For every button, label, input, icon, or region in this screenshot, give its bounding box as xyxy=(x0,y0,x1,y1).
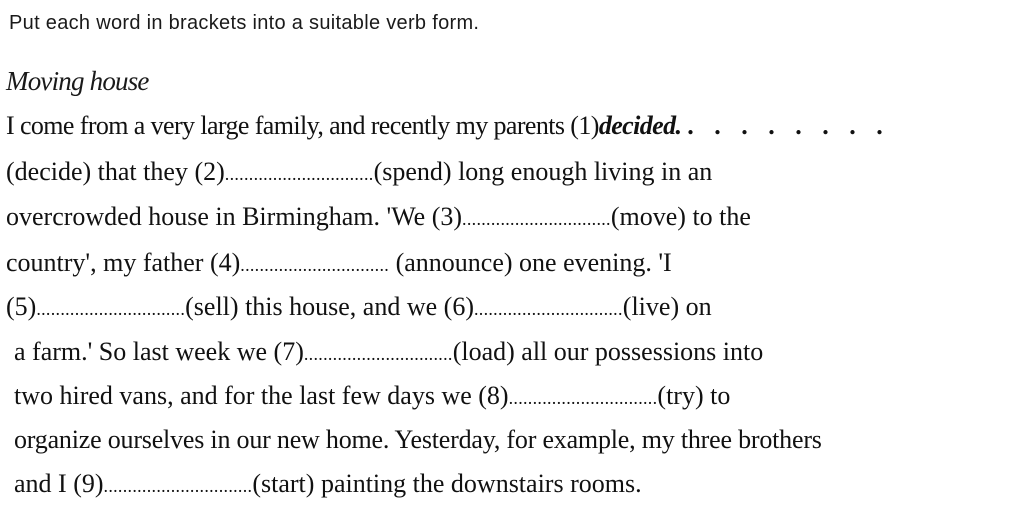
gap-number: (7) xyxy=(273,337,304,366)
answer-blank[interactable]: ............................... xyxy=(103,476,253,496)
paragraph-line-7 xyxy=(14,381,730,411)
answer-blank[interactable]: ............................... xyxy=(473,299,623,319)
gap-number: (4) xyxy=(209,248,241,277)
gap-number: (1) xyxy=(570,111,599,140)
line-text: I come from a very large family, and recently my parents xyxy=(6,111,571,140)
verb-hint: (move) xyxy=(610,202,686,231)
line-text: one evening. 'I xyxy=(512,248,672,277)
line-text: two hired vans, and for the last few days we xyxy=(14,381,479,410)
line-text: country', my father xyxy=(6,248,210,277)
paragraph-line-6 xyxy=(14,337,763,367)
answer-blank[interactable]: ............................... xyxy=(303,344,453,364)
line-text: this house, and we xyxy=(238,292,444,321)
verb-hint: (spend) xyxy=(373,157,452,186)
line-text: and I xyxy=(14,469,74,498)
line-text: that they xyxy=(91,157,195,186)
answer-blank[interactable]: ............................... xyxy=(240,255,390,275)
verb-hint: (decide) xyxy=(6,157,92,186)
paragraph-line-4 xyxy=(6,248,672,278)
gap-number: (3) xyxy=(431,202,463,231)
paragraph-line-1 xyxy=(6,111,890,141)
instruction-text: Put each word in brackets into a suitable verb form. xyxy=(9,12,480,34)
filled-answer: decided. xyxy=(598,111,682,140)
answer-blank[interactable]: ............................... xyxy=(224,164,374,184)
verb-hint: (start) xyxy=(252,469,315,498)
gap-number: (6) xyxy=(443,292,474,321)
paragraph-line-8 xyxy=(14,425,822,455)
exercise-title: Moving house xyxy=(6,66,149,96)
line-text: long enough living in an xyxy=(451,157,713,186)
line-text: a farm.' So last week we xyxy=(14,337,274,366)
gap-number: (8) xyxy=(478,381,509,410)
paragraph-line-2 xyxy=(6,157,712,187)
line-text: overcrowded house in Birmingham. 'We xyxy=(6,202,432,231)
paragraph-line-5 xyxy=(6,292,712,322)
gap-number: (5) xyxy=(6,292,37,321)
answer-blank: . . . . . . . . xyxy=(687,111,890,140)
answer-blank[interactable]: ............................... xyxy=(462,209,611,229)
line-text: painting the downstairs rooms. xyxy=(314,469,642,498)
gap-number: (9) xyxy=(73,469,104,498)
verb-hint: (sell) xyxy=(185,292,239,321)
gap-number: (2) xyxy=(194,157,225,186)
line-text: all our possessions into xyxy=(514,337,764,366)
verb-hint: (try) xyxy=(657,381,704,410)
line-text: to the xyxy=(685,202,751,231)
verb-hint: (load) xyxy=(452,337,515,366)
verb-hint: (announce) xyxy=(395,248,513,277)
answer-blank[interactable]: ............................... xyxy=(508,388,658,408)
answer-blank[interactable]: ............................... xyxy=(36,299,186,319)
line-text: organize ourselves in our new home. Yesterday, for example, my three brothers xyxy=(14,425,822,454)
paragraph-line-3 xyxy=(6,202,751,232)
line-text: to xyxy=(703,381,731,410)
verb-hint: (live) xyxy=(622,292,680,321)
paragraph-line-9 xyxy=(14,469,642,499)
line-text: on xyxy=(679,292,712,321)
